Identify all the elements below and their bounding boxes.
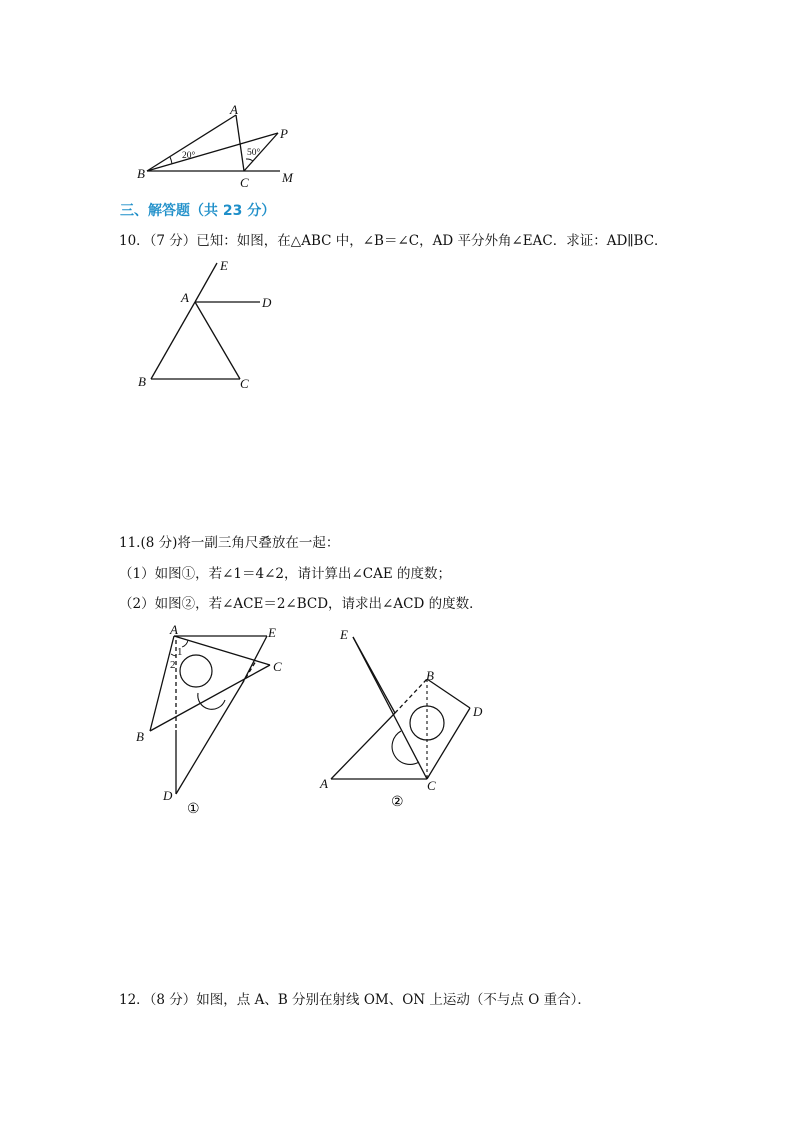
segment-ab-solid [331, 713, 395, 779]
segment-ac-hyp [174, 636, 270, 665]
label-d: D [473, 704, 483, 719]
q11-figure-1 [130, 620, 300, 820]
label-b: B [138, 374, 146, 389]
segment-bd [427, 679, 470, 708]
angle-label-1: 1 [177, 646, 183, 658]
segment-ac [195, 302, 240, 379]
angle-arc-1 [182, 640, 188, 647]
angle-arc-2 [171, 654, 176, 656]
question-10-text: 10．（7 分）已知：如图，在△ABC 中，∠B＝∠C，AD 平分外角∠EAC．求证：AD∥BC． [119, 233, 668, 249]
top-figure [130, 100, 310, 192]
segment-ba [147, 115, 236, 171]
segment-ae [195, 263, 217, 302]
label-e: E [268, 625, 276, 640]
section-title: 三、解答题（共 23 分） [120, 203, 276, 219]
question-11-part-1: （1）如图①，若∠1＝4∠2，请计算出∠CAE 的度数； [119, 566, 452, 582]
triangle-hole-2-arc [198, 693, 225, 709]
question-11-text: 11.(8 分)将一副三角尺叠放在一起： [119, 535, 340, 551]
figure-caption-1: ① [187, 802, 200, 817]
label-c: C [427, 778, 436, 793]
label-p: P [280, 126, 288, 141]
label-c: C [240, 376, 249, 391]
label-m: M [282, 170, 293, 185]
label-a: A [170, 622, 178, 637]
segment-ab-dashed [395, 679, 427, 713]
angle-arc-c [246, 159, 253, 161]
label-c: C [240, 175, 249, 190]
label-b: B [137, 166, 145, 181]
triangle-hole-2-arc [392, 731, 419, 764]
segment-ab [150, 636, 174, 731]
segment-ab [151, 302, 195, 379]
question-11-part-2: （2）如图②，若∠ACE＝2∠BCD，请求出∠ACD 的度数． [119, 596, 483, 612]
label-c: C [273, 659, 282, 674]
label-a: A [230, 102, 238, 117]
segment-dc [427, 708, 470, 779]
label-a: A [181, 290, 189, 305]
label-d: D [163, 788, 173, 803]
angle-arc-b [170, 157, 172, 164]
question-12-text: 12．（8 分）如图，点 A、B 分别在射线 OM、ON 上运动（不与点 O 重合）． [119, 992, 591, 1008]
q11-figure-2 [315, 620, 500, 815]
segment-eb [353, 637, 395, 713]
label-d: D [262, 295, 272, 310]
angle-label-50: 50° [247, 148, 261, 158]
figure-caption-2: ② [391, 795, 404, 810]
label-e: E [340, 627, 348, 642]
label-a: A [320, 776, 328, 791]
label-e: E [220, 258, 228, 273]
label-b: B [136, 729, 144, 744]
angle-label-20: 20° [182, 151, 196, 161]
segment-cb [150, 665, 270, 731]
q10-figure [130, 255, 290, 395]
angle-label-2: 2 [170, 659, 176, 671]
segment-dc-solid [176, 684, 242, 794]
label-b: B [426, 668, 434, 683]
triangle-hole-1 [180, 655, 212, 687]
